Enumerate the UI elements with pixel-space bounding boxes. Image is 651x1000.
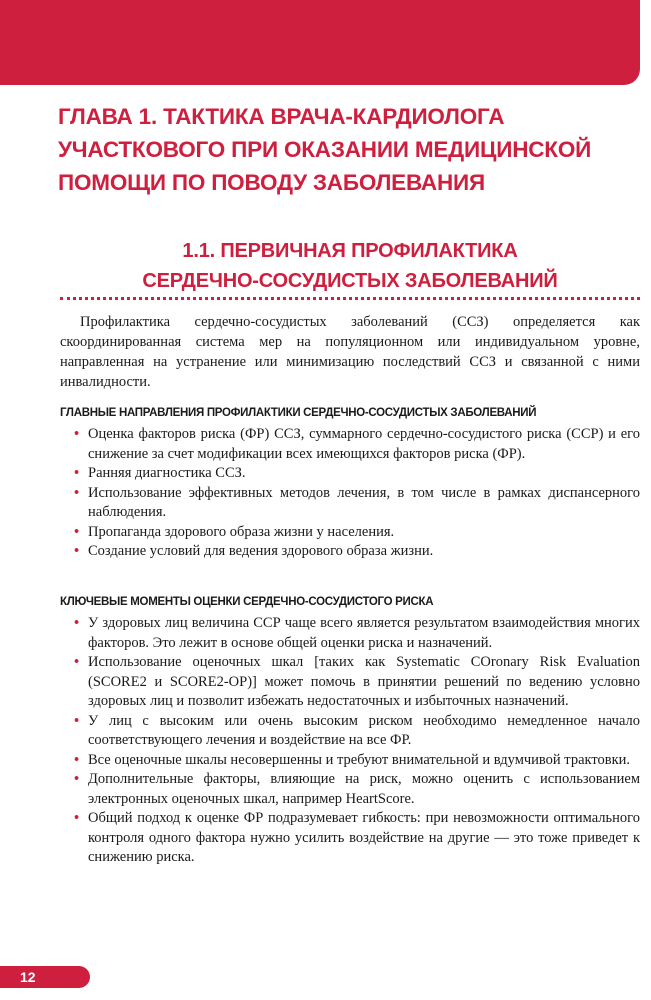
list-item: • Все оценочные шкалы несовершенны и требуют внимательной и вдумчивой трактовки. <box>60 751 640 771</box>
directions-heading: ГЛАВНЫЕ НАПРАВЛЕНИЯ ПРОФИЛАКТИКИ СЕРДЕЧНО-СОСУДИСТЫХ ЗАБОЛЕВАНИЙ <box>60 407 537 419</box>
section-title-line2: СЕРДЕЧНО-СОСУДИСТЫХ ЗАБОЛЕВАНИЙ <box>142 270 558 292</box>
chapter-title: ГЛАВА 1. ТАКТИКА ВРАЧА-КАРДИОЛОГА УЧАСТКОВОГО ПРИ ОКАЗАНИИ МЕДИЦИНСКОЙ ПОМОЩИ ПО ПОВОДУ ЗАБОЛЕВАНИЯ <box>58 104 592 195</box>
key-points-heading: КЛЮЧЕВЫЕ МОМЕНТЫ ОЦЕНКИ СЕРДЕЧНО-СОСУДИСТОГО РИСКА <box>60 596 434 608</box>
section-title-line1: 1.1. ПЕРВИЧНАЯ ПРОФИЛАКТИКА <box>182 240 518 262</box>
list-item: • Пропаганда здорового образа жизни у населения. <box>60 523 640 543</box>
list-item: • Использование эффективных методов лечения, в том числе в рамках диспансерного наблюдения. <box>60 484 640 523</box>
top-banner <box>0 0 640 85</box>
list-item: • Создание условий для ведения здорового образа жизни. <box>60 542 640 562</box>
list-item: • Общий подход к оценке ФР подразумевает гибкость: при невозможности оптимального контроля одного фактора нужно усилить воздействие на другие — это тоже приведет к снижению риска. <box>60 809 640 868</box>
dotted-divider <box>60 297 640 300</box>
list-item: • Оценка факторов риска (ФР) ССЗ, суммарного сердечно-сосудистого риска (ССР) и его снижение за счет модификации всех имеющихся факторов риска (ФР). <box>60 425 640 464</box>
directions-list <box>60 425 640 562</box>
list-item: • У здоровых лиц величина ССР чаще всего является результатом взаимодействия многих факторов. Это лежит в основе общей оценки риска и назначений. <box>60 614 640 653</box>
page-number-tab <box>0 966 90 988</box>
list-item: • Использование оценочных шкал [таких как Systematic COronary Risk Evaluation (SCORE2 и SCORE2-OP)] может помочь в принятии решений по ведению условно здоровых лиц и позволит избежать недостаточных и избыточных назначений. <box>60 653 640 712</box>
list-item: • Дополнительные факторы, влияющие на риск, можно оценить с использованием электронных оценочных шкал, например HeartScore. <box>60 770 640 809</box>
list-item: • У лиц с высоким или очень высоким риском необходимо немедленное начало соответствующего лечения и воздействие на все ФР. <box>60 712 640 751</box>
section-title <box>60 236 640 296</box>
key-points-list <box>60 614 640 868</box>
page-number: 12 <box>20 969 36 985</box>
list-item: • Ранняя диагностика ССЗ. <box>60 464 640 484</box>
intro-paragraph: Профилактика сердечно-сосудистых заболеваний (ССЗ) определяется как скоординированная система мер на популяционном или индивидуальном уровне, направленная на устранение или минимизацию последствий ССЗ и связанной с ними инвалидности. <box>60 314 640 390</box>
